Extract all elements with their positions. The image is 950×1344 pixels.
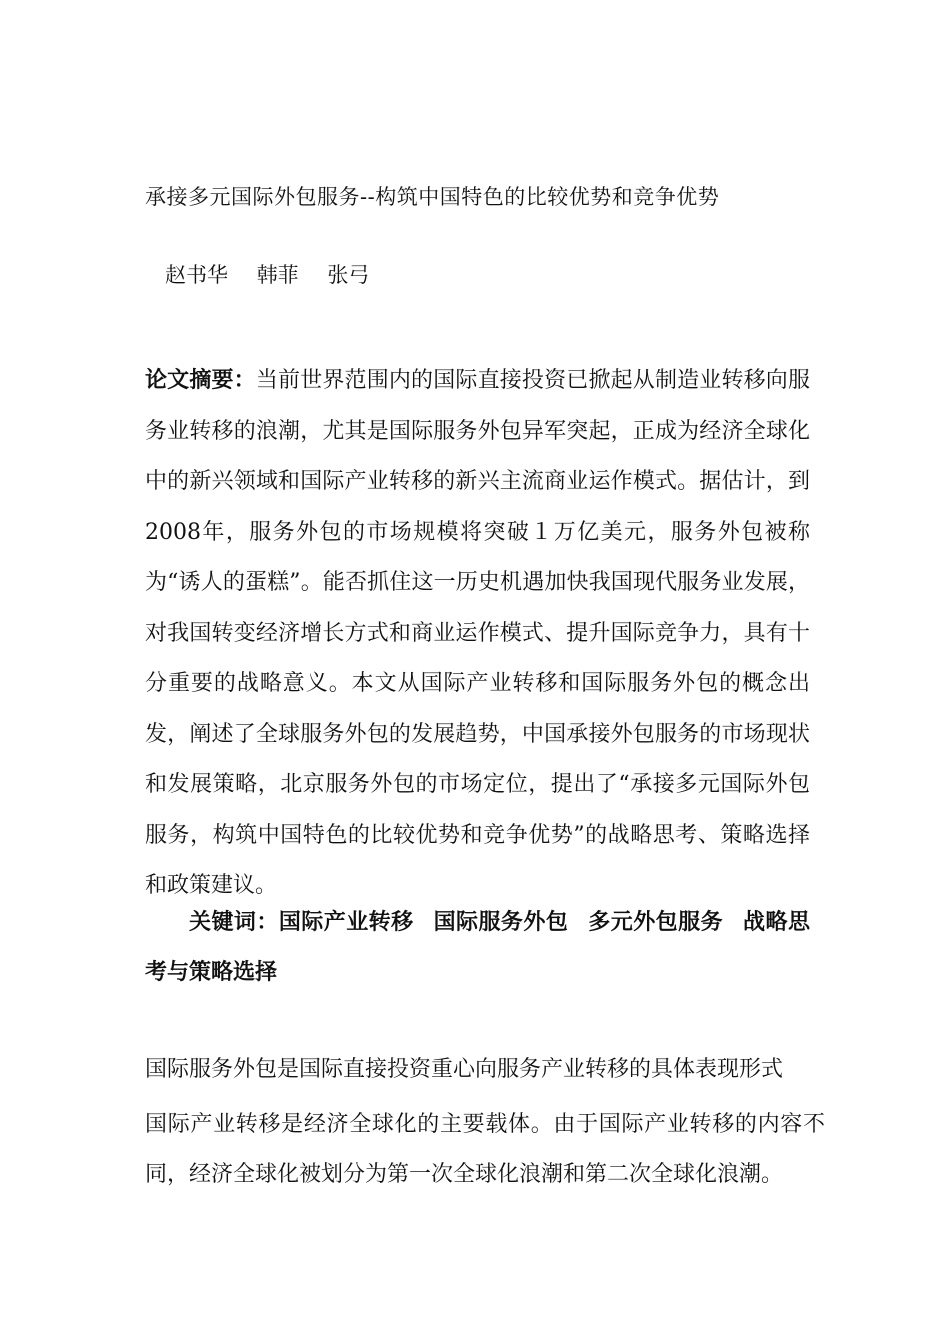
author-list [165, 260, 391, 290]
author-name: 张弓 [327, 263, 370, 287]
body-paragraph: 国际产业转移是经济全球化的主要载体。由于国际产业转移的内容不同，经济全球化被划分为第一次全球化浪潮和第二次全球化浪潮。 [145, 1112, 825, 1187]
keyword-item: 多元外包服务 [588, 909, 724, 935]
author-name: 韩菲 [256, 263, 299, 287]
document-title: 承接多元国际外包服务--构筑中国特色的比较优势和竞争优势 [145, 185, 720, 209]
keywords-paragraph [145, 897, 810, 997]
section-heading: 国际服务外包是国际直接投资重心向服务产业转移的具体表现形式 [145, 1057, 784, 1082]
abstract-label: 论文摘要： [145, 367, 256, 393]
abstract-text: 当前世界范围内的国际直接投资已掀起从制造业转移向服务业转移的浪潮，尤其是国际服务外包异军突起，正成为经济全球化中的新兴领域和国际产业转移的新兴主流商业运作模式。据估计，到2008年，服务外包的市场规模将突破１万亿美元，服务外包被称为“诱人的蛋糕”。能否抓住这一历史机遇加快我国现代服务业发展，对我国转变经济增长方式和商业运作模式、提升国际竞争力，具有十分重要的战略意义。本文从国际产业转移和国际服务外包的概念出发，阐述了全球服务外包的发展趋势，中国承接外包服务的市场现状和发展策略，北京服务外包的市场定位，提出了“承接多元国际外包服务，构筑中国特色的比较优势和竞争优势”的战略思考、策略选择和政策建议。 [145, 368, 810, 898]
keywords-label: 关键词： [189, 909, 279, 935]
author-name: 赵书华 [165, 263, 228, 287]
keyword-item: 国际服务外包 [433, 909, 569, 935]
keyword-item: 国际产业转移 [278, 909, 414, 935]
keyword-item: 战略思考与策略选择 [145, 909, 810, 985]
abstract-paragraph [145, 355, 810, 912]
